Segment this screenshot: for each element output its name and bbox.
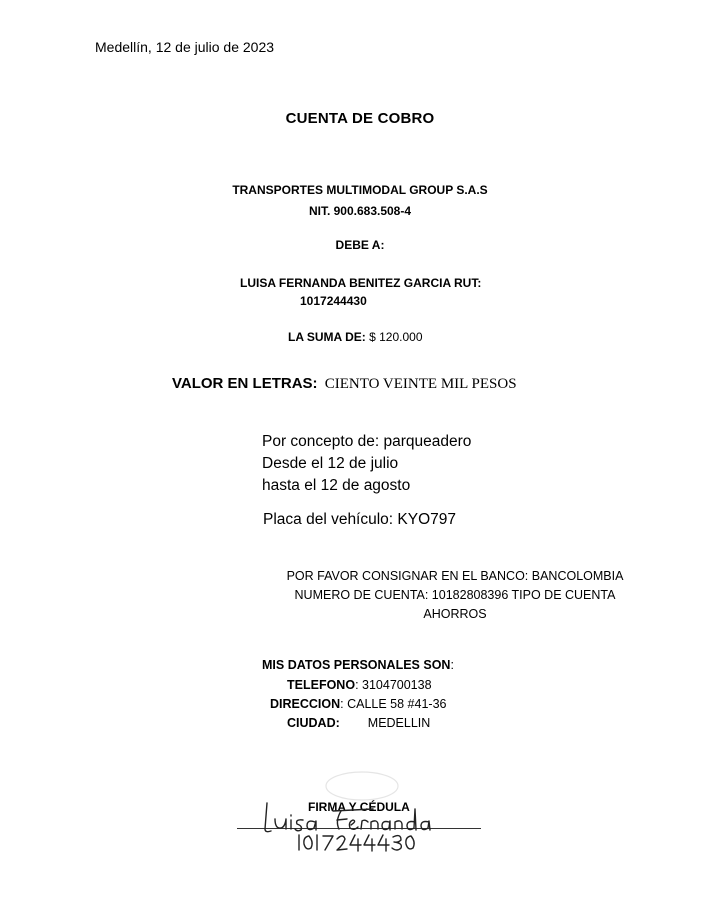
words-value: CIENTO VEINTE MIL PESOS — [324, 376, 517, 392]
city-label: CIUDAD: — [287, 716, 340, 730]
address-label: DIRECCION — [270, 697, 341, 711]
concept-line: Desde el 12 de julio — [262, 455, 399, 472]
personal-data-heading — [262, 658, 454, 672]
amount-value: $ 120.000 — [369, 330, 423, 344]
phone-value: : 3104700138 — [355, 678, 432, 692]
address-line — [270, 697, 446, 711]
signature-label: FIRMA Y CÉDULA — [308, 800, 410, 814]
phone-line — [287, 678, 432, 692]
bank-instructions: POR FAVOR CONSIGNAR EN EL BANCO: BANCOLOMBIA NUMERO DE CUENTA: 10182808396 TIPO DE CUENTA AHORROS — [286, 569, 624, 621]
concept-line: Por concepto de: parqueadero — [262, 433, 472, 450]
concept-line: hasta el 12 de agosto — [262, 477, 411, 494]
document-title: CUENTA DE COBRO — [285, 110, 435, 127]
date-line: Medellín, 12 de julio de 2023 — [95, 39, 275, 55]
personal-data-heading-text: MIS DATOS PERSONALES SON — [262, 658, 451, 672]
phone-label: TELEFONO — [287, 678, 356, 692]
amount-label: LA SUMA DE: — [288, 330, 366, 344]
handwritten-signature — [255, 795, 495, 855]
company-nit: NIT. 900.683.508-4 — [308, 204, 412, 218]
concept-block — [262, 431, 471, 497]
vehicle-plate: Placa del vehículo: KYO797 — [263, 511, 457, 528]
words-label: VALOR EN LETRAS: — [172, 375, 318, 392]
owes-to-label: DEBE A: — [335, 238, 385, 252]
city-value: MEDELLIN — [367, 716, 431, 730]
city-line — [287, 716, 430, 730]
address-value: : CALLE 58 #41-36 — [340, 697, 447, 711]
creditor-name: LUISA FERNANDA BENITEZ GARCIA RUT: — [240, 276, 482, 290]
creditor-rut: 1017244430 — [300, 294, 367, 308]
company-name: TRANSPORTES MULTIMODAL GROUP S.A.S — [232, 183, 488, 197]
amount-in-words — [172, 375, 517, 393]
amount-line — [288, 330, 423, 344]
personal-data-heading-colon: : — [450, 658, 454, 672]
